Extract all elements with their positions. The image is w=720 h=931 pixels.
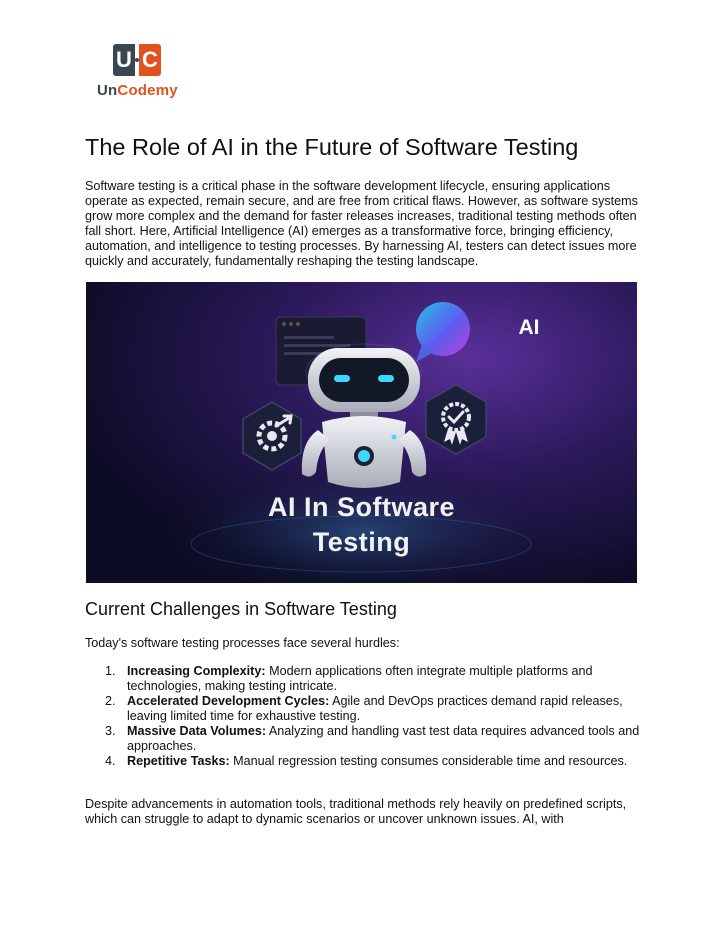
logo-wordmark: [97, 82, 178, 99]
intro-paragraph: Software testing is a critical phase in the software development lifecycle, ensuring applications operate as expected, remain secure, and are free from critical flaws. However, as software systems grow more complex and the demand for faster releases increases, traditional testing methods often fall short. Here, Artificial Intelligence (AI) emerges as a transformative force, bringing efficiency, automation, and intelligence to testing processes. By harnessing AI, testers can detect issues more quickly and accurately, fundamentally reshaping the testing landscape.: [85, 179, 638, 268]
list-item: [85, 664, 645, 694]
logo-letter-c: C: [139, 44, 161, 76]
list-item-number: 2.: [105, 694, 116, 708]
page-title: The Role of AI in the Future of Software Testing: [85, 134, 579, 160]
section-lead: Today's software testing processes face several hurdles:: [85, 636, 400, 650]
logo-letter-u: U: [113, 44, 135, 76]
list-item-term: Massive Data Volumes:: [127, 724, 267, 738]
hero-title-line1: AI In Software: [267, 492, 456, 522]
list-item: [85, 754, 645, 769]
list-item-term: Accelerated Development Cycles:: [127, 694, 330, 708]
list-item-text: Manual regression testing consumes considerable time and resources.: [229, 754, 628, 768]
list-item-text: Agile and DevOps practices demand rapid releases, leaving limited time for exhaustive testing.: [127, 694, 623, 723]
list-item-number: 4.: [105, 754, 116, 768]
section-heading: Current Challenges in Software Testing: [85, 599, 397, 619]
list-item: [85, 694, 645, 724]
list-item-text: Modern applications often integrate multiple platforms and technologies, making testing intricate.: [127, 664, 593, 693]
logo-word-part2: Codemy: [117, 82, 178, 99]
badge-check-icon: [426, 385, 486, 454]
list-item-term: Repetitive Tasks:: [127, 754, 230, 768]
list-item-number: 1.: [105, 664, 116, 678]
list-item: [85, 724, 645, 754]
ai-bubble-label: AI: [518, 316, 540, 339]
uncodemy-logo[interactable]: [97, 44, 187, 100]
hero-title-line2: Testing: [312, 527, 411, 557]
hero-image: [86, 282, 637, 583]
list-item-text: Analyzing and handling vast test data requires advanced tools and approaches.: [127, 724, 640, 753]
list-item-number: 3.: [105, 724, 116, 738]
logo-mark: [113, 44, 161, 76]
chat-bubble-icon: [416, 302, 470, 362]
gear-settings-icon: [243, 402, 301, 470]
list-item-term: Increasing Complexity:: [127, 664, 266, 678]
logo-dot: [135, 44, 139, 76]
logo-word-part1: Un: [97, 82, 118, 99]
challenges-list: [85, 664, 645, 769]
closing-paragraph: Despite advancements in automation tools, traditional methods rely heavily on predefined scripts, which can struggle to adapt to dynamic scenarios or uncover unknown issues. AI, with: [85, 797, 627, 826]
